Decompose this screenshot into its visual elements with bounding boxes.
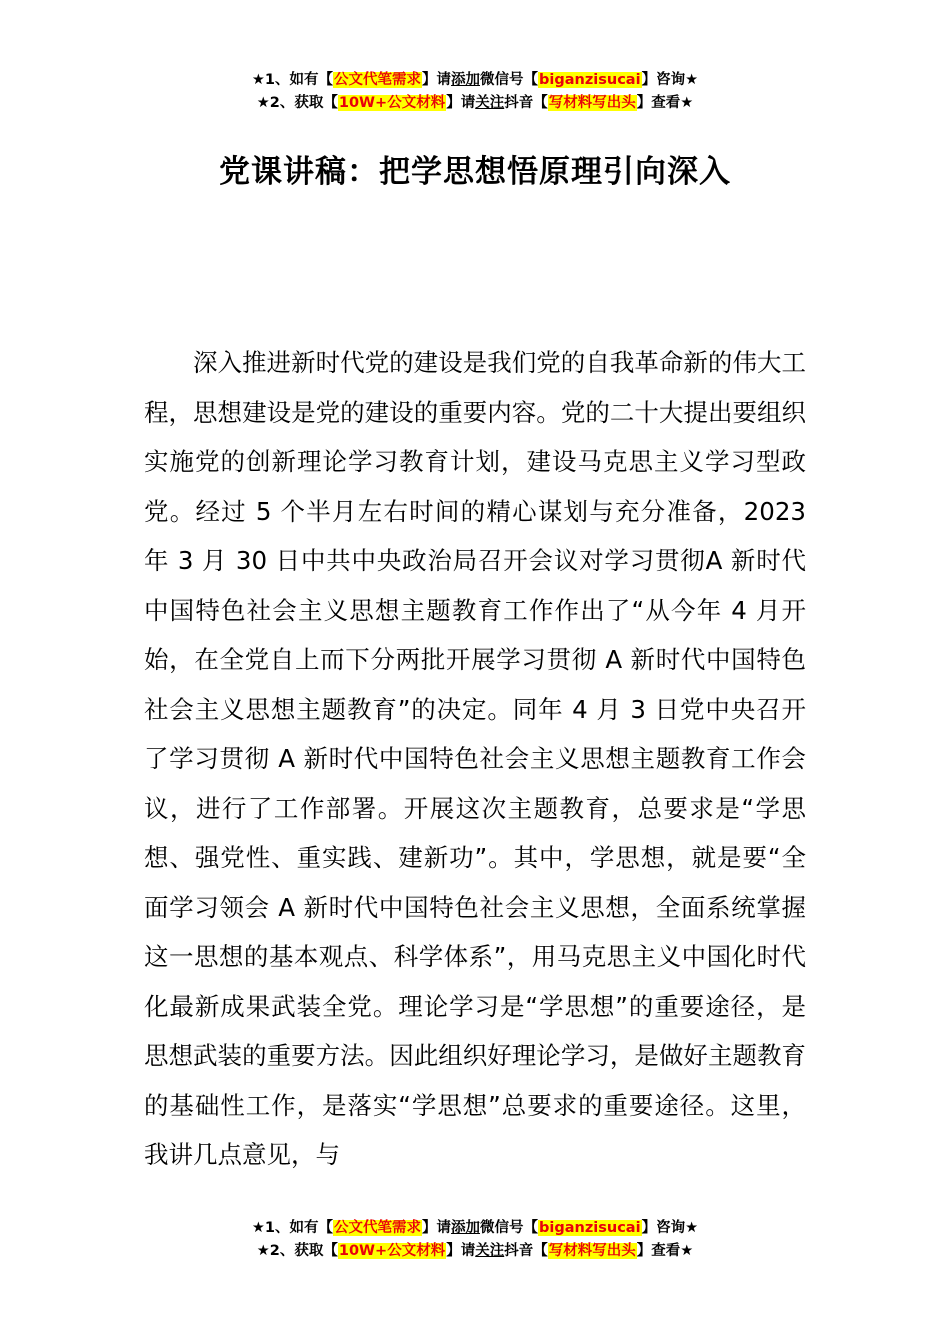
banner-line-2 xyxy=(0,1240,950,1263)
highlight-douyin-account: 写材料写出头 xyxy=(548,1243,636,1259)
banner-line-2 xyxy=(0,92,950,115)
banner-suffix: 】咨询★ xyxy=(641,1220,699,1236)
banner-text: 】请 xyxy=(422,72,452,88)
banner-prefix: ★1、如有【 xyxy=(251,72,334,88)
banner-underline-text: 添加 xyxy=(451,1220,481,1236)
banner-text: 】请 xyxy=(446,95,476,111)
banner-suffix: 】查看★ xyxy=(636,1243,694,1259)
banner-underline-text: 添加 xyxy=(451,72,481,88)
highlight-wechat-id: biganzisucai xyxy=(539,72,641,88)
highlight-service: 公文代笔需求 xyxy=(334,1220,422,1236)
banner-underline-text: 关注 xyxy=(475,1243,505,1259)
header-banner xyxy=(0,69,950,115)
footer-banner xyxy=(0,1217,950,1263)
banner-line-1 xyxy=(0,1217,950,1240)
highlight-douyin-account: 写材料写出头 xyxy=(548,95,636,111)
banner-text: 】请 xyxy=(422,1220,452,1236)
banner-suffix: 】咨询★ xyxy=(641,72,699,88)
banner-text: 】请 xyxy=(446,1243,476,1259)
document-title: 党课讲稿：把学思想悟原理引向深入 xyxy=(219,154,731,190)
highlight-service: 公文代笔需求 xyxy=(334,72,422,88)
banner-prefix: ★2、获取【 xyxy=(256,1243,338,1259)
banner-text: 微信号【 xyxy=(480,72,539,88)
banner-text: 微信号【 xyxy=(480,1220,539,1236)
body-paragraph: 深入推进新时代党的建设是我们党的自我革命新的伟大工程，思想建设是党的建设的重要内容。党的二十大提出要组织实施党的创新理论学习教育计划，建设马克思主义学习型政党。经过 5 个半月左右时间的精心谋划与充分准备，2023 年 3 月 30 日中共中央政治局召开会议对学习贯彻A 新时代中国特色社会主义思想主题教育工作作出了“从今年 4 月开始，在全党自上而下分两批开展学习贯彻 A 新时代中国特色社会主义思想主题教育”的决定。同年 4 月 3 日党中央召开了学习贯彻 A 新时代中国特色社会主义思想主题教育工作会议，进行了工作部署。开展这次主题教育，总要求是“学思想、强党性、重实践、建新功”。其中，学思想，就是要“全面学习领会 A 新时代中国特色社会主义思想，全面系统掌握这一思想的基本观点、科学体系”，用马克思主义中国化时代化最新成果武装全党。理论学习是“学思想”的重要途径，是思想武装的重要方法。因此组织好理论学习，是做好主题教育的基础性工作，是落实“学思想”总要求的重要途径。这里，我讲几点意见，与 xyxy=(144,348,806,1169)
banner-underline-text: 关注 xyxy=(475,95,505,111)
highlight-materials: 10W+公文材料 xyxy=(338,1243,446,1259)
banner-text: 抖音【 xyxy=(504,1243,548,1259)
banner-prefix: ★1、如有【 xyxy=(251,1220,334,1236)
banner-text: 抖音【 xyxy=(504,95,548,111)
banner-suffix: 】查看★ xyxy=(636,95,694,111)
banner-line-1 xyxy=(0,69,950,92)
highlight-wechat-id: biganzisucai xyxy=(539,1220,641,1236)
highlight-materials: 10W+公文材料 xyxy=(338,95,446,111)
banner-prefix: ★2、获取【 xyxy=(256,95,338,111)
